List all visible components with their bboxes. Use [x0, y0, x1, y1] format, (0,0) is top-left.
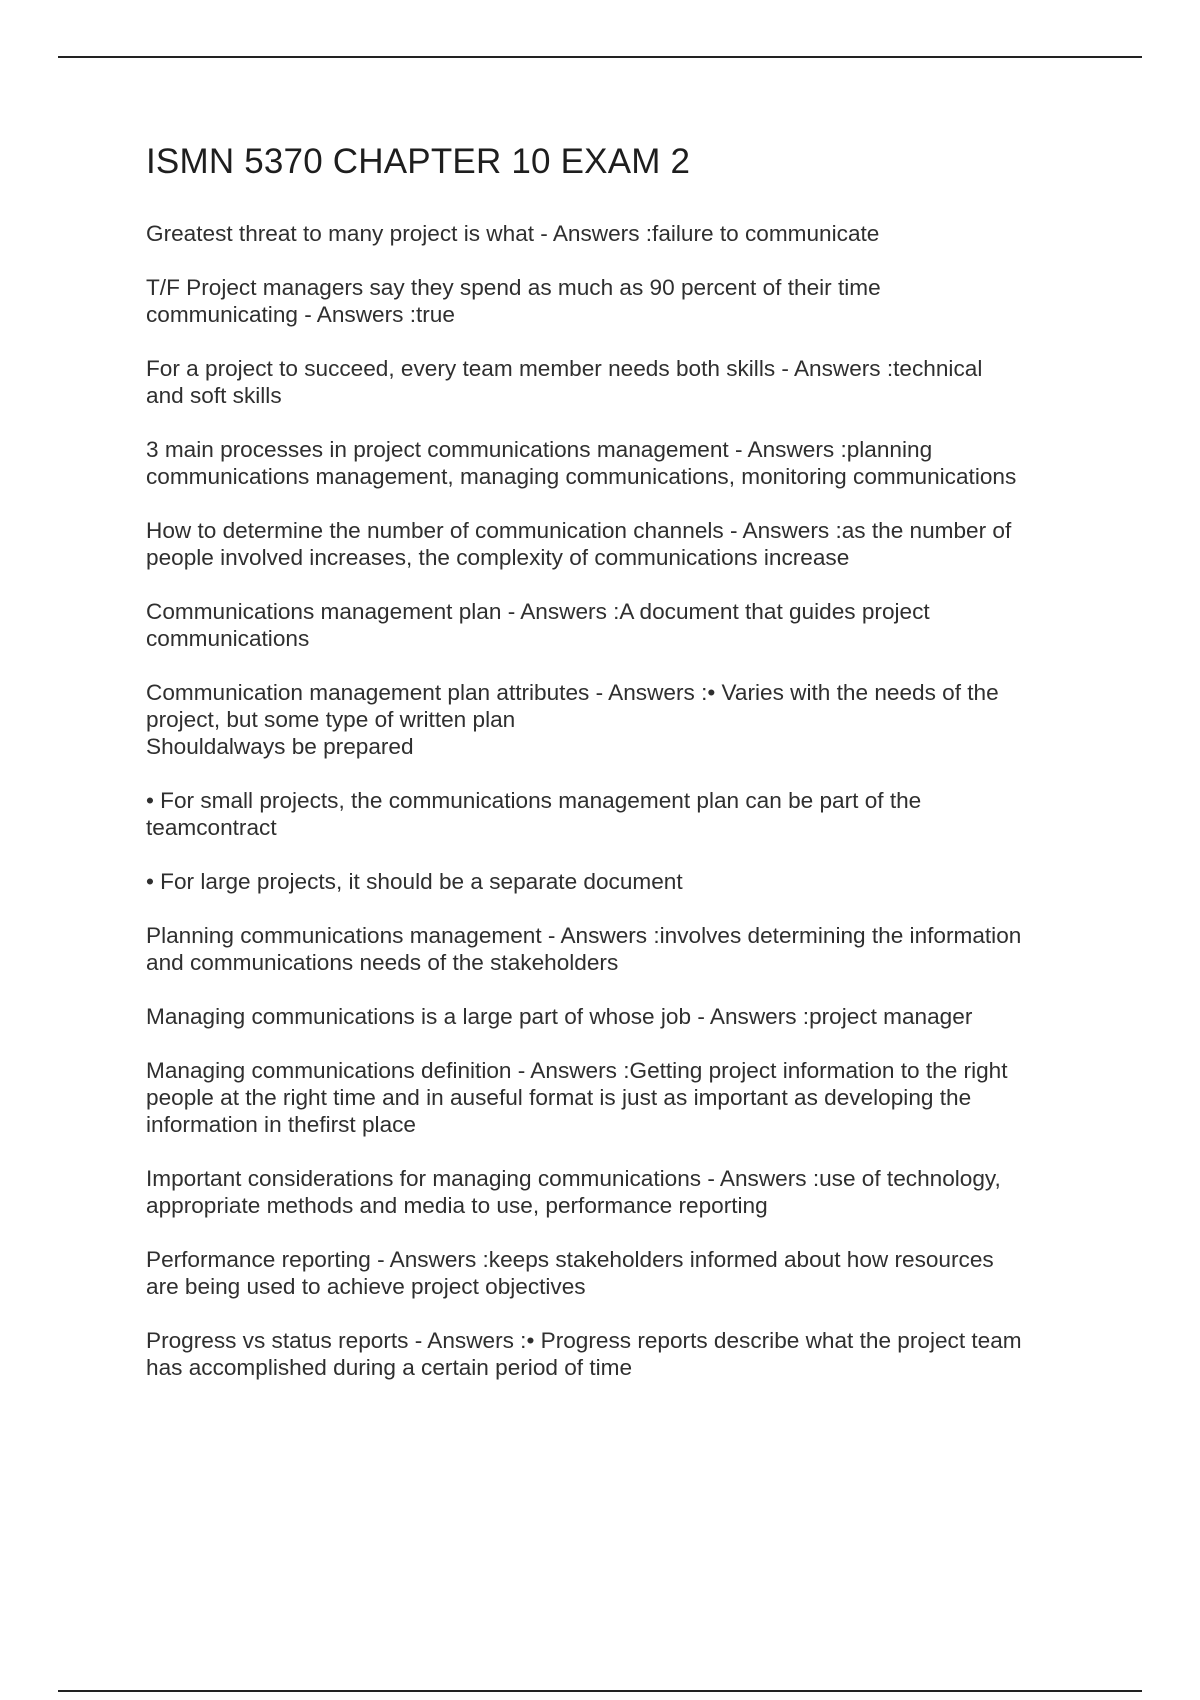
- qa-paragraph-2: T/F Project managers say they spend as much as 90 percent of their time communicating - Answers :true: [146, 275, 881, 327]
- qa-paragraph-8: • For small projects, the communications management plan can be part of the teamcontract: [146, 788, 922, 840]
- document-title: ISMN 5370 CHAPTER 10 EXAM 2: [146, 142, 691, 181]
- qa-paragraph-14: Performance reporting - Answers :keeps stakeholders informed about how resources are being used to achieve project objectives: [146, 1247, 994, 1299]
- header-rule: [58, 56, 1142, 58]
- qa-paragraph-11: Managing communications is a large part of whose job - Answers :project manager: [146, 1004, 973, 1029]
- document-page: [146, 142, 1096, 1408]
- qa-paragraph-15: Progress vs status reports - Answers :• Progress reports describe what the project team has accomplished during a certain period of time: [146, 1328, 1022, 1380]
- qa-paragraph-7: Communication management plan attributes - Answers :• Varies with the needs of the project, but some type of written plan Shouldalways be prepared: [146, 680, 999, 759]
- qa-paragraph-1: Greatest threat to many project is what - Answers :failure to communicate: [146, 221, 880, 246]
- qa-paragraph-3: For a project to succeed, every team member needs both skills - Answers :technical and soft skills: [146, 356, 983, 408]
- qa-paragraph-6: Communications management plan - Answers :A document that guides project communications: [146, 599, 930, 651]
- qa-paragraph-12: Managing communications definition - Answers :Getting project information to the right people at the right time and in auseful format is just as important as developing the information in thefirst place: [146, 1058, 1008, 1137]
- qa-paragraph-13: Important considerations for managing communications - Answers :use of technology, appropriate methods and media to use, performance reporting: [146, 1166, 1001, 1218]
- footer-rule: [58, 1690, 1142, 1692]
- qa-paragraph-10: Planning communications management - Answers :involves determining the information and communications needs of the stakeholders: [146, 923, 1022, 975]
- qa-paragraph-5: How to determine the number of communication channels - Answers :as the number of people involved increases, the complexity of communications increase: [146, 518, 1012, 570]
- qa-paragraph-4: 3 main processes in project communications management - Answers :planning communications management, managing communications, monitoring communications: [146, 437, 1017, 489]
- qa-paragraph-9: • For large projects, it should be a separate document: [146, 869, 683, 894]
